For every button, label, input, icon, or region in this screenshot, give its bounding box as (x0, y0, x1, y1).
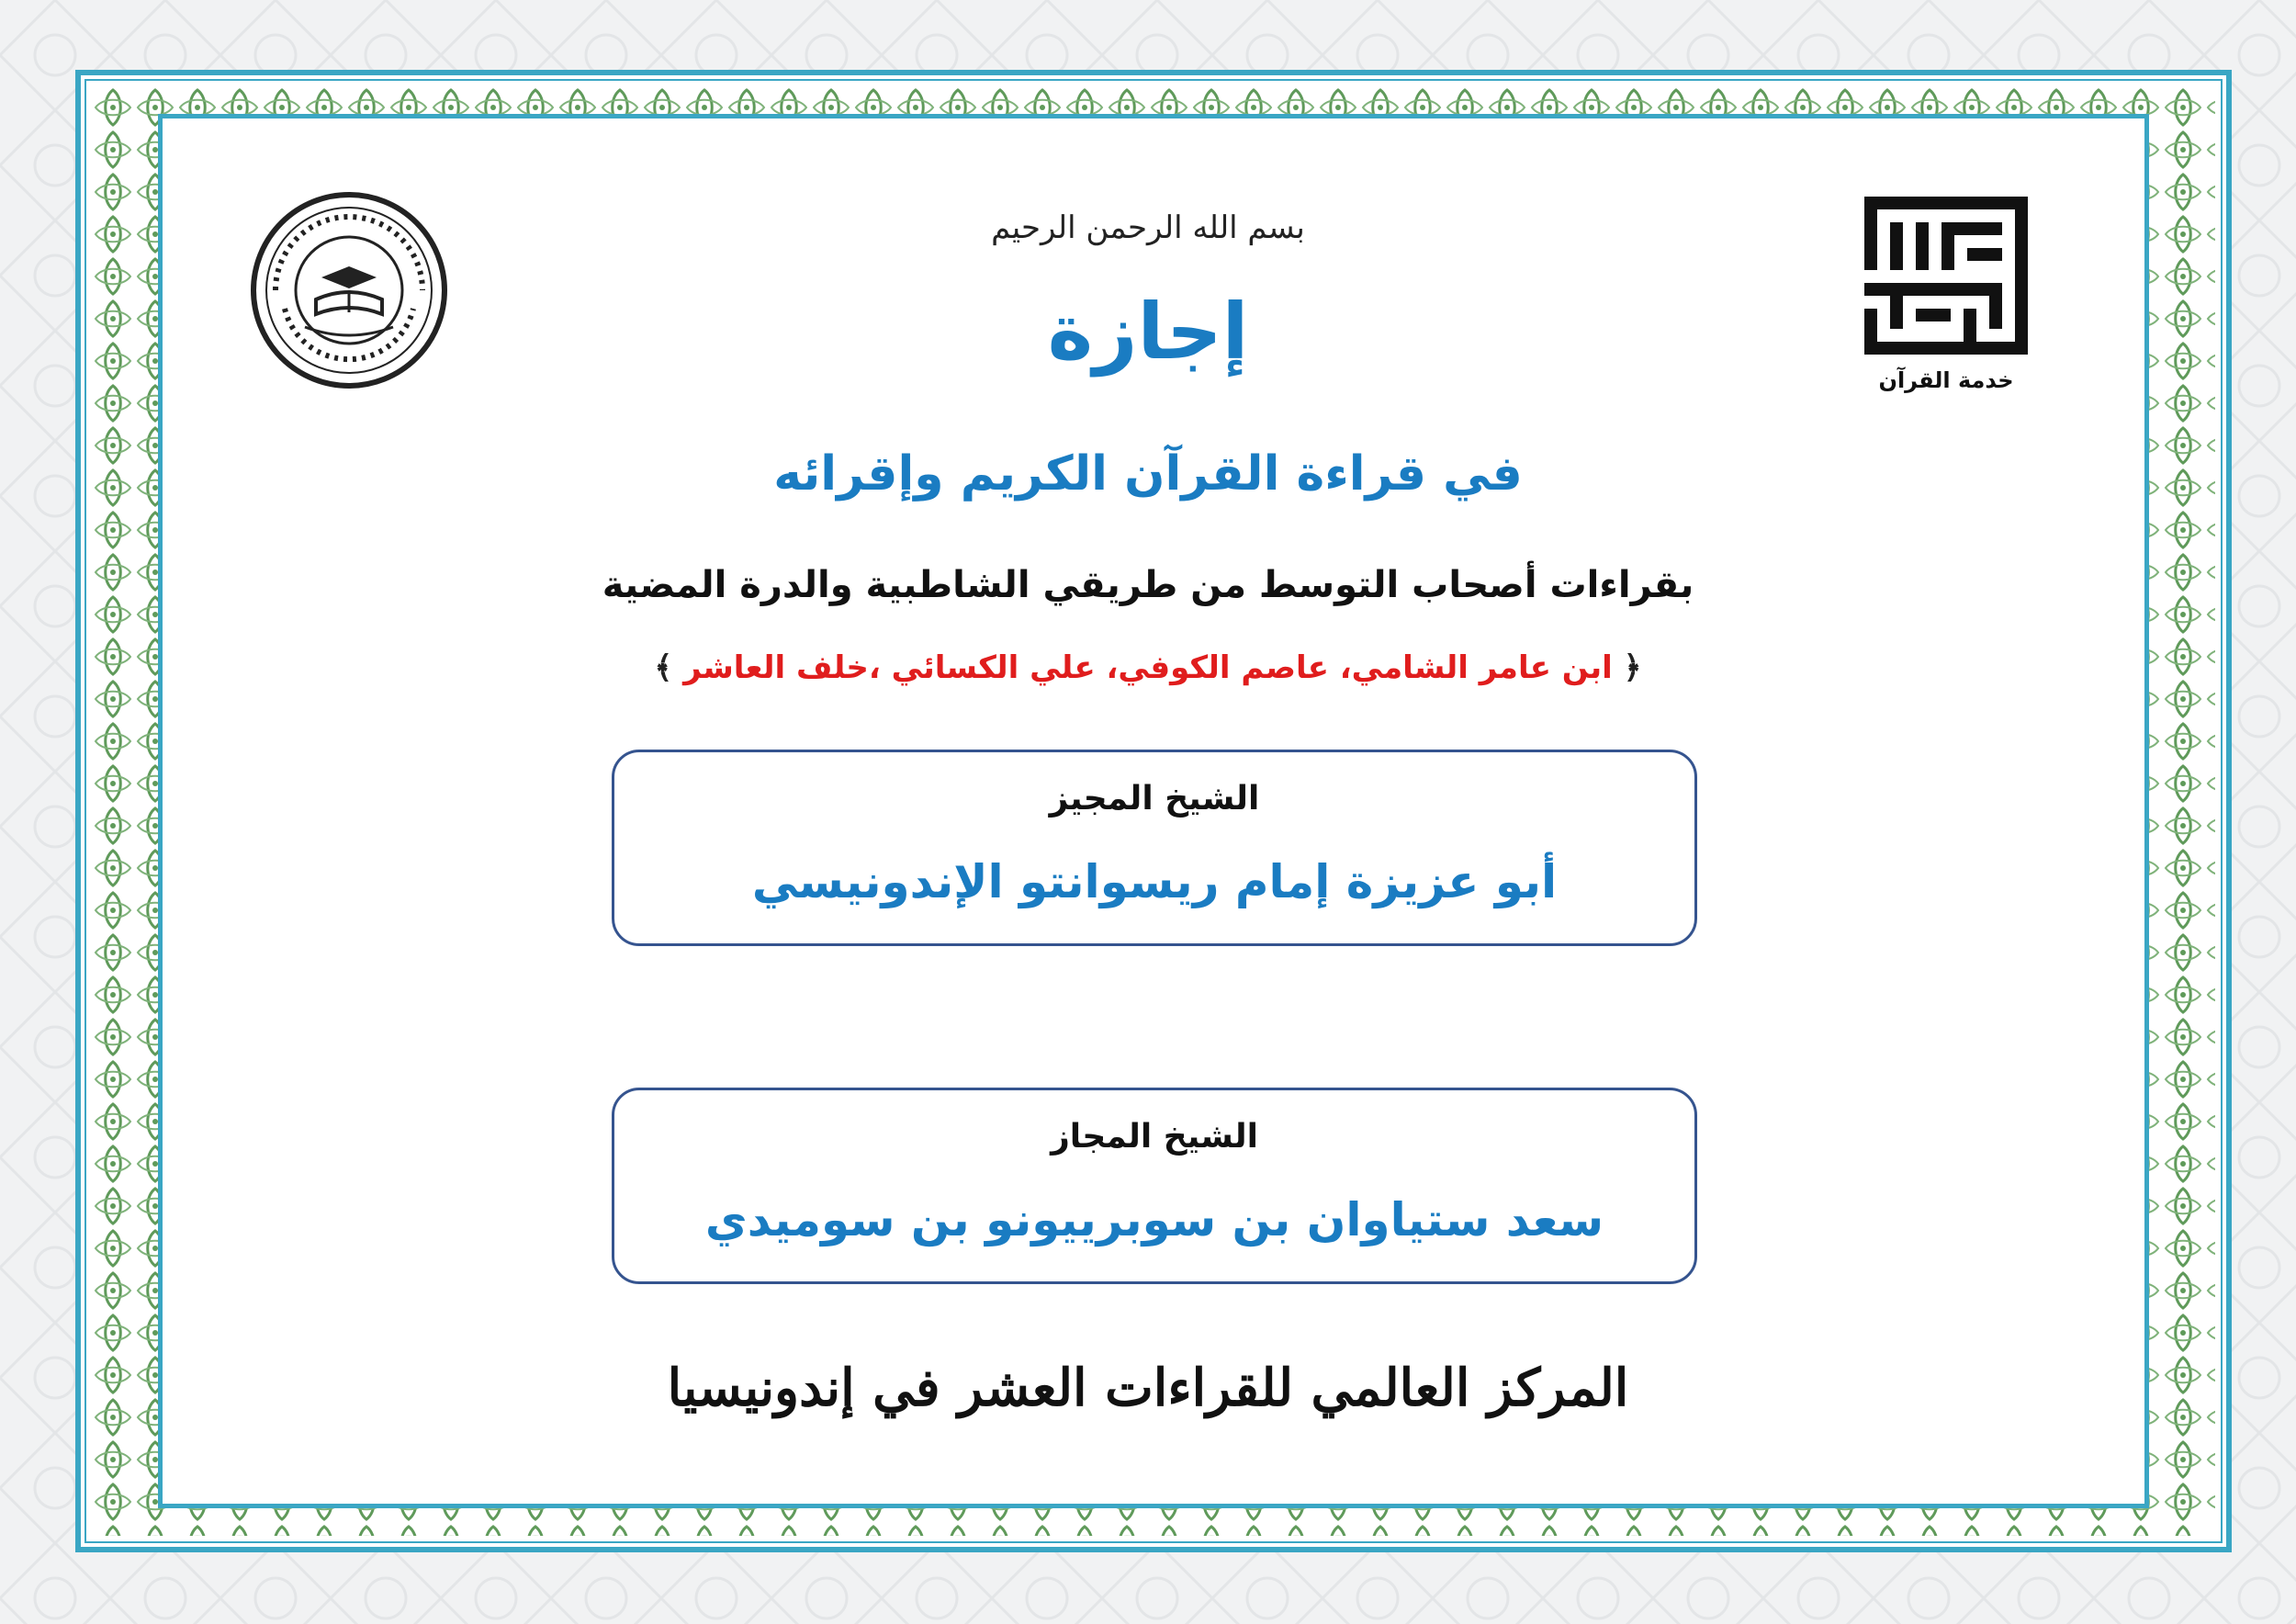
readers-bracket-open: ﴿ (1623, 649, 1642, 686)
institution-name: المركز العالمي للقراءات العشر في إندونيسيا (667, 1358, 1629, 1418)
readers-text: ابن عامر الشامي، عاصم الكوفي، علي الكسائي ،خلف العاشر (683, 649, 1613, 686)
recipient-box (612, 1088, 1697, 1284)
recipient-name: سعد ستياوان بن سوبرييونو بن سوميدي (704, 1193, 1604, 1246)
readers-list (0, 648, 2296, 686)
grantor-box (612, 750, 1697, 946)
readers-bracket-close: ﴾ (654, 649, 673, 686)
readings-description: بقراءات أصحاب التوسط من طريقي الشاطبية والدرة المضية (602, 564, 1694, 606)
grantor-label: الشيخ المجيز (1049, 780, 1260, 818)
grantor-name: أبو عزيزة إمام ريسوانتو الإندونيسي (751, 855, 1558, 908)
basmala: بسم الله الرحمن الرحيم (991, 209, 1305, 246)
logo-caption: خدمة القرآن (1878, 367, 2014, 393)
certificate-subtitle: في قراءة القرآن الكريم وإقرائه (773, 446, 1523, 502)
certificate-title: إجازة (1047, 287, 1249, 377)
recipient-label: الشيخ المجاز (1051, 1118, 1258, 1156)
